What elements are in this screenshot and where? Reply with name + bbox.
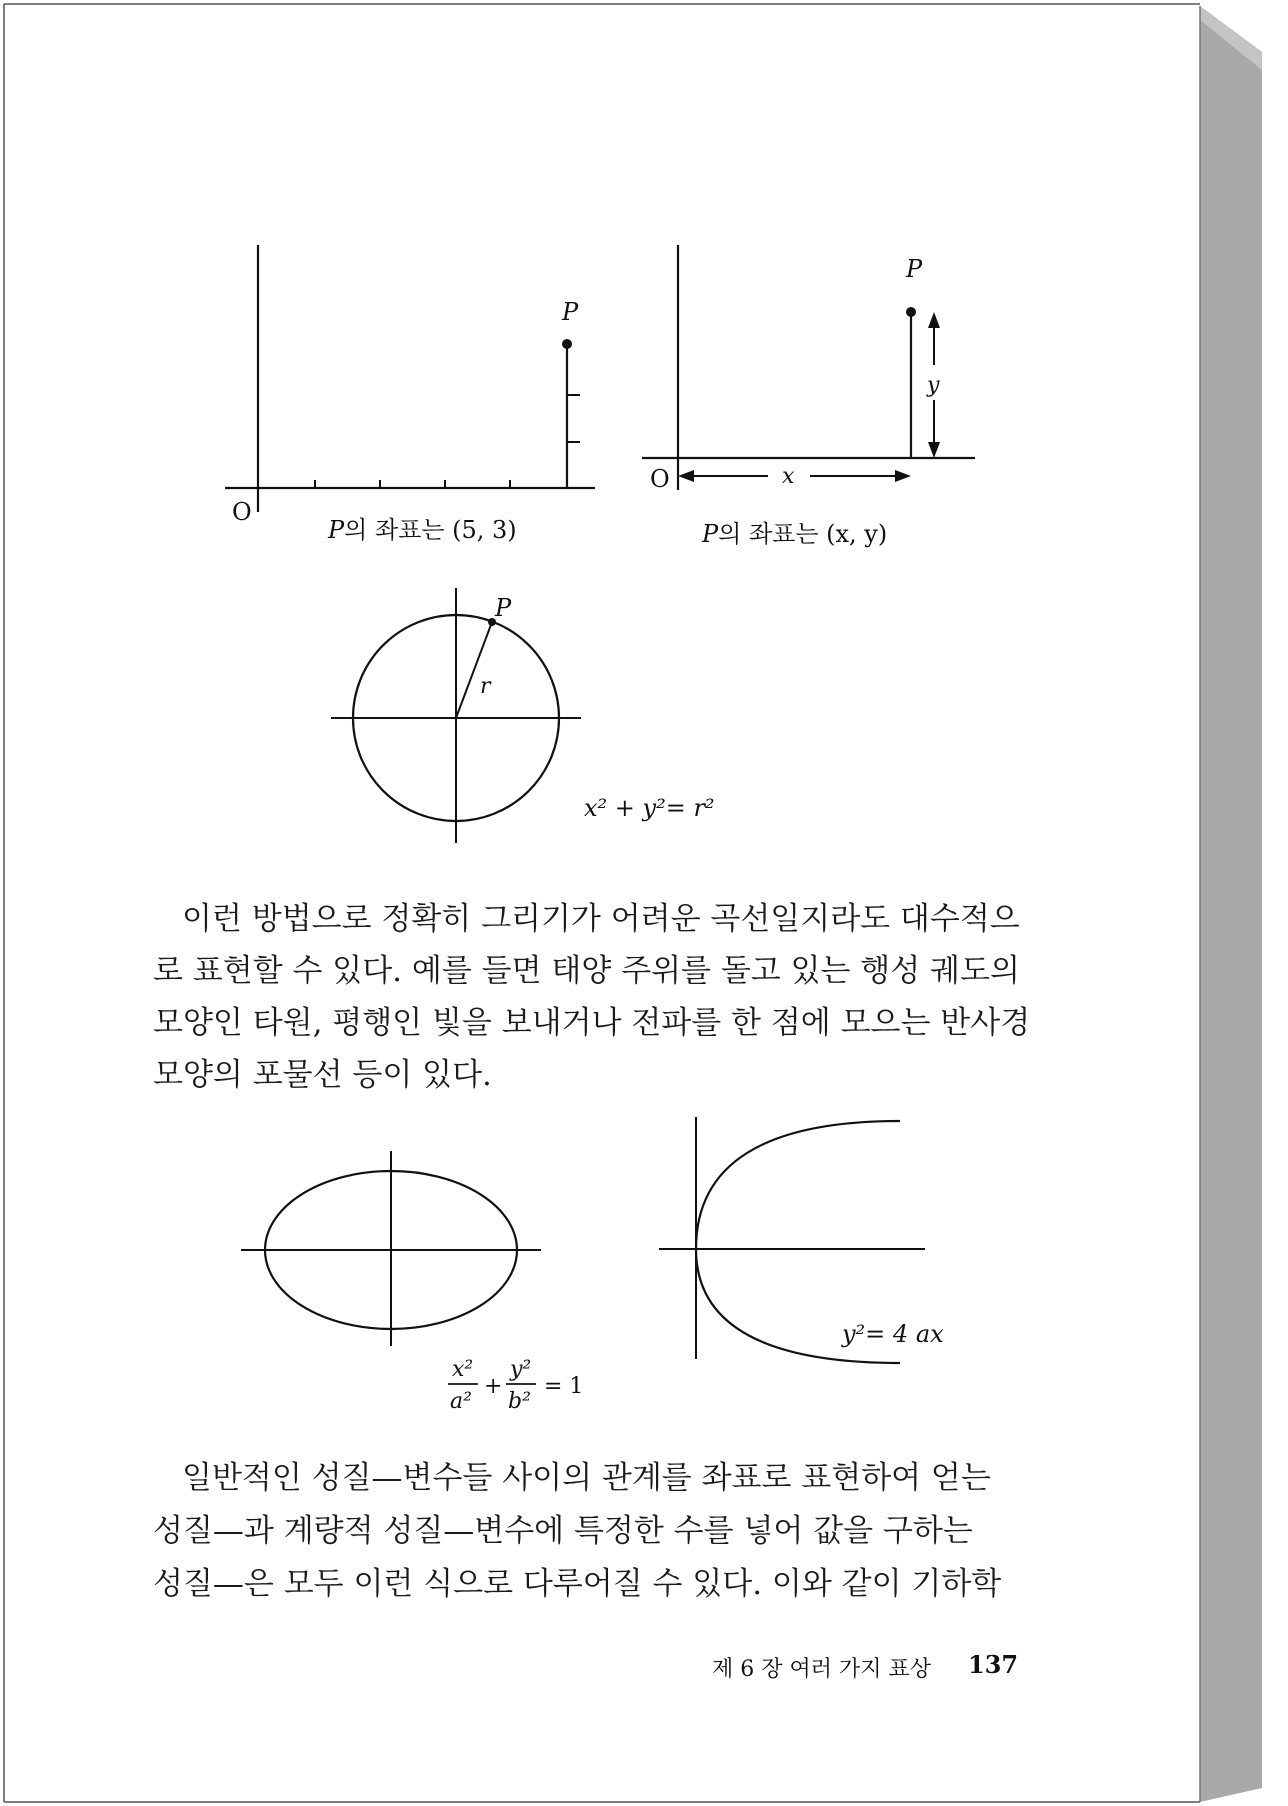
figure-point-coordinates-5-3 (210, 220, 630, 530)
caption-p: P (702, 520, 719, 548)
eq-num-y: y² (510, 1357, 532, 1382)
paragraph-2-line-3: 성질—은 모두 이런 식으로 다루어질 수 있다. 이와 같이 기하학 (153, 1566, 1002, 1602)
page-number: 137 (968, 1650, 1019, 1679)
point-label: P (562, 298, 579, 326)
parabola-equation: y²= 4 ax (842, 1320, 944, 1348)
caption-p: P (328, 516, 345, 544)
radius-line (456, 622, 492, 718)
eq-den-b: b² (508, 1389, 531, 1414)
eq-den-a: a² (450, 1389, 472, 1414)
y-label: y (927, 373, 940, 398)
point-label: P (906, 255, 923, 283)
caption-coordinates-x-y (702, 514, 887, 549)
figure-ellipse (236, 1148, 556, 1348)
x-arrow-left (678, 470, 694, 482)
paragraph-1-line-1: 이런 방법으로 정확히 그리기가 어려운 곡선일지라도 대수적으 (182, 901, 1020, 937)
chapter-title: 제 6 장 여러 가지 표상 (712, 1657, 931, 1682)
eq-rhs: = 1 (544, 1374, 584, 1399)
circle-equation: x² + y²= r² (584, 794, 715, 822)
paragraph-2-line-2: 성질—과 계량적 성질—변수에 특정한 수를 넣어 값을 구하는 (153, 1513, 973, 1549)
figure-point-coordinates-x-y (640, 240, 990, 510)
caption-text: 의 좌표는 (x, y) (718, 520, 888, 548)
radius-label: r (480, 674, 491, 699)
x-arrow-right (895, 470, 911, 482)
ellipse-equation (440, 1350, 600, 1430)
y-arrow-up (928, 312, 940, 328)
origin-label: O (650, 465, 670, 493)
caption-coordinates-5-3 (328, 510, 517, 545)
eq-plus: + (484, 1374, 503, 1399)
y-arrow-down (928, 442, 940, 458)
caption-text: 의 좌표는 (5, 3) (344, 516, 517, 544)
eq-num-x: x² (452, 1357, 474, 1382)
paragraph-1-line-4: 모양의 포물선 등이 있다. (153, 1057, 492, 1093)
point-p (562, 339, 572, 349)
point-label: P (495, 594, 512, 622)
paragraph-2-line-1: 일반적인 성질—변수들 사이의 관계를 좌표로 표현하여 얻는 (182, 1460, 991, 1496)
origin-label: O (232, 498, 252, 526)
figure-circle (325, 588, 585, 848)
x-label: x (782, 464, 795, 489)
point-p (906, 307, 916, 317)
paragraph-1-line-3: 모양인 타원, 평행인 빛을 보내거나 전파를 한 점에 모으는 반사경 (153, 1005, 1031, 1041)
paragraph-1-line-2: 로 표현할 수 있다. 예를 들면 태양 주위를 돌고 있는 행성 궤도의 (153, 953, 1020, 989)
